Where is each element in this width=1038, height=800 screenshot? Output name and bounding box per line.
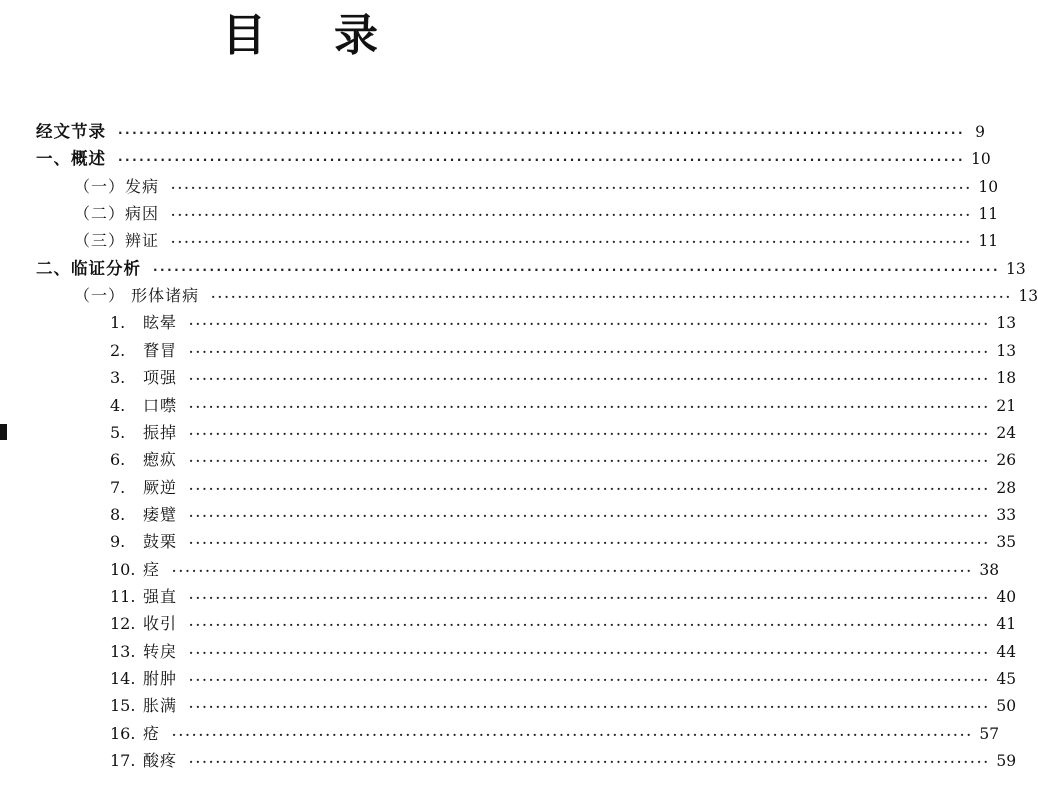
toc-entry-title: 振掉: [143, 422, 178, 442]
toc-entry-page-number: 38: [979, 560, 1000, 579]
toc-entry-number: 9.: [110, 532, 126, 552]
dot-leader: ························································································································: [189, 372, 991, 387]
toc-entry-page-number: 57: [979, 724, 1000, 743]
toc-entry[interactable]: [110, 665, 1017, 692]
toc-entry-page-number: 44: [996, 642, 1017, 661]
toc-entry[interactable]: [110, 501, 1017, 528]
toc-entry-title: 痿躄: [143, 504, 178, 524]
toc-entry[interactable]: [110, 528, 1017, 555]
dot-leader: ························································································································: [118, 153, 966, 168]
scan-edge-mark: [0, 424, 7, 440]
toc-entry-page-number: 13: [1006, 259, 1026, 278]
toc-entry-title: 二、临证分析: [36, 258, 141, 278]
toc-entry-page-number: 24: [996, 423, 1017, 442]
toc-entry-title: 鼓栗: [143, 532, 178, 552]
toc-entry[interactable]: [74, 227, 999, 254]
dot-leader: ························································································································: [189, 700, 991, 715]
toc-entry-title: 胀满: [143, 696, 178, 716]
dot-leader: ························································································································: [189, 508, 991, 523]
toc-entry-number: 5.: [110, 422, 126, 442]
toc-entry-title: 强直: [143, 586, 178, 606]
toc-entry-page-number: 13: [996, 314, 1017, 333]
toc-entry-number: 17.: [110, 751, 136, 771]
toc-entry[interactable]: [110, 638, 1017, 665]
toc-entry[interactable]: [110, 392, 1017, 419]
toc-entry[interactable]: [36, 145, 991, 172]
toc-entry-page-number: 28: [996, 478, 1017, 497]
toc-entry-title: （一） 形体诸病: [74, 286, 200, 306]
toc-entry-page-number: 45: [996, 670, 1017, 688]
dot-leader: ························································································································: [189, 317, 991, 332]
toc-entry-title: 口噤: [143, 395, 178, 415]
dot-leader: ························································································································: [189, 399, 991, 414]
toc-entry[interactable]: [110, 337, 1017, 364]
toc-entry-number: 16.: [110, 723, 136, 743]
toc-entry-title: 疮: [143, 723, 161, 743]
toc-entry-page-number: 9: [975, 123, 986, 141]
toc-entry-number: 14.: [110, 669, 136, 688]
dot-leader: ························································································································: [189, 755, 991, 770]
toc-entry-page-number: 10: [978, 177, 999, 196]
toc-entry[interactable]: [110, 364, 1017, 391]
dot-leader: ························································································································: [189, 618, 991, 633]
dot-leader: ························································································································: [189, 673, 991, 687]
dot-leader: ························································································································: [153, 262, 1001, 277]
dot-leader: ························································································································: [189, 426, 991, 441]
toc-entry[interactable]: [110, 610, 1017, 637]
toc-entry-number: 4.: [110, 395, 126, 415]
toc-entry-title: 眩晕: [143, 313, 178, 333]
toc-entry-page-number: 50: [996, 697, 1017, 716]
toc-entry-page-number: 11: [978, 232, 999, 251]
toc-entry-title: （二）病因: [74, 204, 160, 224]
toc-entry-title: 经文节录: [36, 122, 106, 141]
toc-entry[interactable]: [36, 118, 986, 145]
toc-entry-number: 1.: [110, 313, 126, 333]
toc-entry[interactable]: [74, 282, 1038, 309]
dot-leader: ························································································································: [172, 563, 974, 578]
dot-leader: ························································································································: [189, 344, 991, 359]
toc-entry-page-number: 13: [1018, 287, 1038, 306]
toc-entry-page-number: 26: [996, 451, 1017, 470]
toc-entry-number: 12.: [110, 614, 136, 634]
dot-leader: ························································································································: [171, 235, 973, 250]
toc-entry[interactable]: [110, 309, 1017, 336]
dot-leader: ························································································································: [189, 481, 991, 496]
dot-leader: ························································································································: [189, 536, 991, 551]
toc-entry[interactable]: [110, 720, 1000, 747]
dot-leader: ························································································································: [211, 290, 1013, 305]
dot-leader: ························································································································: [189, 590, 991, 605]
toc-entry[interactable]: [110, 692, 1017, 719]
toc-entry-page-number: 21: [996, 396, 1017, 415]
toc-entry-title: 项强: [143, 368, 178, 388]
toc-entry[interactable]: [110, 446, 1017, 473]
toc-entry[interactable]: [74, 200, 999, 227]
toc-entry-page-number: 11: [978, 205, 999, 224]
toc-entry-page-number: 59: [996, 752, 1017, 771]
dot-leader: ························································································································: [172, 727, 974, 742]
toc-entry-title: 瘛疭: [143, 450, 178, 470]
page-title-char-1: 目: [222, 10, 266, 61]
toc-entry-title: 厥逆: [143, 477, 178, 497]
toc-entry-page-number: 13: [996, 341, 1017, 360]
toc-entry[interactable]: [110, 474, 1017, 501]
toc-entry-title: 转戾: [143, 641, 178, 661]
dot-leader: ························································································································: [189, 645, 991, 660]
toc-entry-page-number: 35: [996, 533, 1017, 552]
toc-entry[interactable]: [110, 419, 1017, 446]
toc-entry-title: 胕肿: [143, 669, 178, 688]
toc-entry-number: 7.: [110, 477, 126, 497]
toc-entry[interactable]: [110, 556, 1000, 583]
toc-entry-title: 痉: [143, 559, 161, 579]
toc-entry-title: （一）发病: [74, 176, 160, 196]
dot-leader: ························································································································: [171, 208, 973, 223]
toc-entry-title: 一、概述: [36, 149, 106, 169]
toc-entry-number: 6.: [110, 450, 126, 470]
toc-entry-title: 收引: [143, 614, 178, 634]
toc-entry-number: 11.: [110, 586, 136, 606]
toc-entry-title: 瞀冒: [143, 340, 178, 360]
toc-entry-number: 15.: [110, 696, 136, 716]
toc-entry-title: （三）辨证: [74, 231, 160, 251]
toc-entry-number: 3.: [110, 368, 126, 388]
toc-entry-number: 10.: [110, 559, 136, 579]
toc-entry[interactable]: [74, 173, 999, 200]
dot-leader: ························································································································: [118, 126, 966, 140]
toc-entry-title: 酸疼: [143, 751, 178, 771]
toc-entry-number: 2.: [110, 340, 126, 360]
toc-entry-page-number: 18: [996, 369, 1017, 388]
page-title-char-2: 录: [334, 10, 378, 61]
toc-entry-page-number: 33: [996, 505, 1017, 524]
toc-entry-number: 8.: [110, 504, 126, 524]
dot-leader: ························································································································: [189, 454, 991, 469]
toc-entry[interactable]: [110, 583, 1017, 610]
toc-entry-page-number: 41: [996, 615, 1017, 634]
toc-entry[interactable]: [36, 255, 1026, 282]
toc-entry-page-number: 40: [996, 587, 1017, 606]
page-title: [0, 6, 600, 66]
toc-entry-page-number: 10: [971, 150, 991, 169]
dot-leader: ························································································································: [171, 180, 973, 195]
toc-entry[interactable]: [110, 747, 1017, 774]
toc-entry-number: 13.: [110, 641, 136, 661]
